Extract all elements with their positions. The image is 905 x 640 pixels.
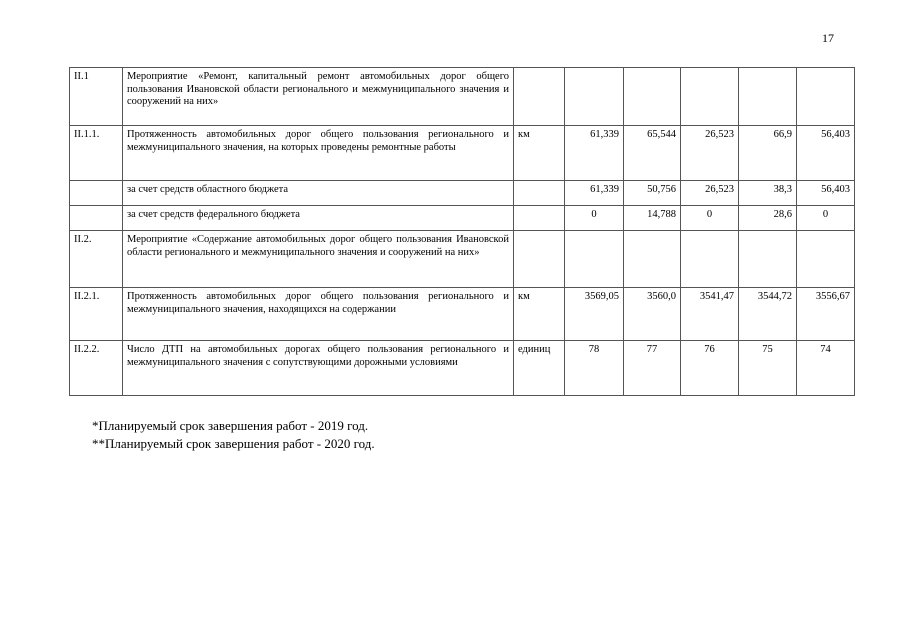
row-number: II.1 xyxy=(70,68,123,126)
value-cell: 66,9 xyxy=(739,126,797,181)
value-cell xyxy=(565,231,624,288)
value-cell: 28,6 xyxy=(739,206,797,231)
value-cell: 3560,0 xyxy=(624,288,681,341)
row-description: Число ДТП на автомобильных дорогах общего пользования регионального и межмуниципального значения с сопутствующими дорожными условиями xyxy=(123,341,514,396)
value-cell: 76 xyxy=(681,341,739,396)
value-cell: 26,523 xyxy=(681,126,739,181)
value-cell: 3544,72 xyxy=(739,288,797,341)
row-description: Протяженность автомобильных дорог общего пользования регионального и межмуниципального значения, находящихся на содержании xyxy=(123,288,514,341)
footnotes xyxy=(92,417,375,453)
table-row xyxy=(70,126,855,181)
table-row xyxy=(70,181,855,206)
table-row xyxy=(70,68,855,126)
value-cell xyxy=(797,68,855,126)
row-description: Мероприятие «Содержание автомобильных дорог общего пользования Ивановской области регионального и межмуниципального значения и сооружений на них» xyxy=(123,231,514,288)
value-cell xyxy=(739,68,797,126)
value-cell: 74 xyxy=(797,341,855,396)
value-cell: 0 xyxy=(681,206,739,231)
row-number xyxy=(70,181,123,206)
value-cell: 75 xyxy=(739,341,797,396)
value-cell: 38,3 xyxy=(739,181,797,206)
value-cell: 14,788 xyxy=(624,206,681,231)
table-row xyxy=(70,288,855,341)
value-cell: 56,403 xyxy=(797,126,855,181)
table-row xyxy=(70,206,855,231)
value-cell xyxy=(565,68,624,126)
value-cell: 65,544 xyxy=(624,126,681,181)
value-cell xyxy=(739,231,797,288)
row-description: за счет средств федерального бюджета xyxy=(123,206,514,231)
value-cell: 56,403 xyxy=(797,181,855,206)
value-cell: 78 xyxy=(565,341,624,396)
row-number: II.1.1. xyxy=(70,126,123,181)
row-number: II.2. xyxy=(70,231,123,288)
row-description: за счет средств областного бюджета xyxy=(123,181,514,206)
value-cell xyxy=(681,231,739,288)
value-cell: 0 xyxy=(565,206,624,231)
row-unit xyxy=(514,68,565,126)
row-number: II.2.2. xyxy=(70,341,123,396)
value-cell: 50,756 xyxy=(624,181,681,206)
page-number: 17 xyxy=(822,31,834,45)
row-number xyxy=(70,206,123,231)
row-unit xyxy=(514,181,565,206)
row-unit: единиц xyxy=(514,341,565,396)
value-cell: 3556,67 xyxy=(797,288,855,341)
row-unit: км xyxy=(514,288,565,341)
value-cell: 3541,47 xyxy=(681,288,739,341)
row-description: Протяженность автомобильных дорог общего пользования регионального и межмуниципального значения, на которых проведены ремонтные работы xyxy=(123,126,514,181)
row-number: II.2.1. xyxy=(70,288,123,341)
value-cell: 77 xyxy=(624,341,681,396)
value-cell: 3569,05 xyxy=(565,288,624,341)
value-cell: 26,523 xyxy=(681,181,739,206)
row-unit xyxy=(514,231,565,288)
value-cell xyxy=(681,68,739,126)
value-cell xyxy=(624,68,681,126)
footnote-2019: *Планируемый срок завершения работ - 2019 год. xyxy=(92,418,369,433)
footnote-2020: **Планируемый срок завершения работ - 2020 год. xyxy=(92,436,375,451)
value-cell: 61,339 xyxy=(565,181,624,206)
value-cell: 61,339 xyxy=(565,126,624,181)
value-cell xyxy=(624,231,681,288)
row-description: Мероприятие «Ремонт, капитальный ремонт автомобильных дорог общего пользования Ивановской области регионального и межмуниципального значения и сооружений на них» xyxy=(123,68,514,126)
table-body xyxy=(70,68,855,396)
row-unit: км xyxy=(514,126,565,181)
table-row xyxy=(70,341,855,396)
table-row xyxy=(70,231,855,288)
value-cell xyxy=(797,231,855,288)
row-unit xyxy=(514,206,565,231)
value-cell: 0 xyxy=(797,206,855,231)
indicators-table xyxy=(69,67,855,396)
